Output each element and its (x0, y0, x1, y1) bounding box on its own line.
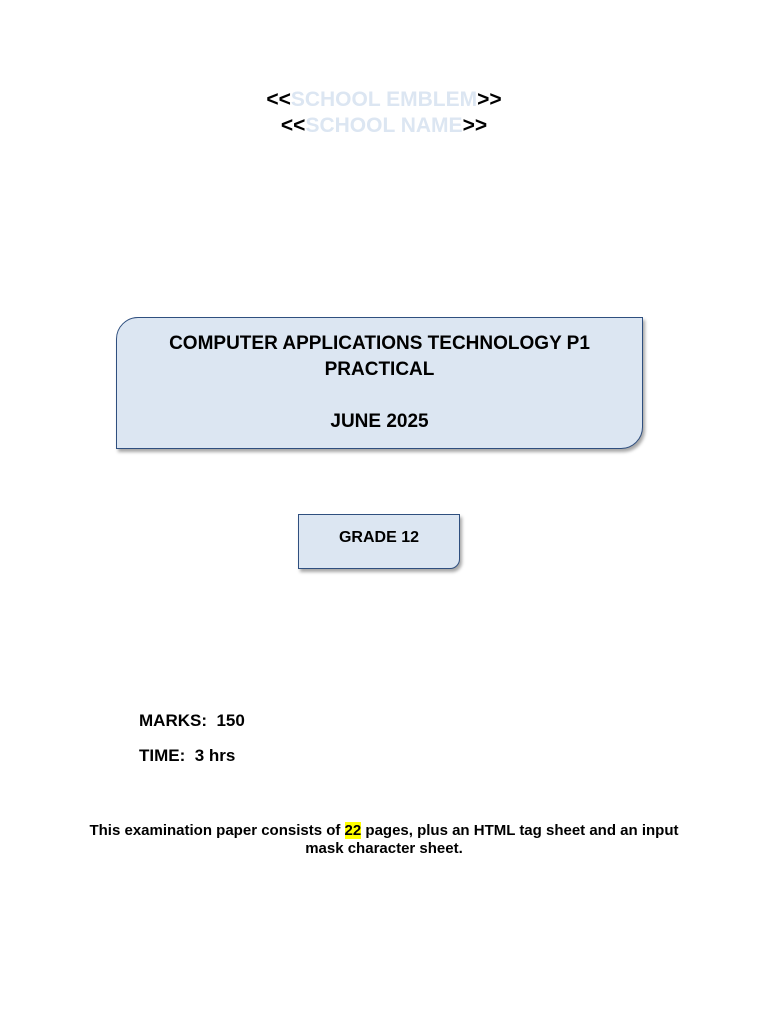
exam-date: JUNE 2025 (330, 411, 429, 432)
time-label: TIME: (139, 746, 186, 765)
time-value: 3 hrs (194, 746, 236, 765)
emblem-close-brackets: >> (477, 88, 502, 111)
name-close-brackets: >> (462, 114, 488, 137)
name-open-brackets: << (280, 114, 306, 137)
marks-value: 150 (216, 711, 245, 730)
marks-label: MARKS: (139, 711, 207, 730)
note-text-before: This examination paper consists of (89, 822, 345, 839)
emblem-open-brackets: << (266, 88, 291, 111)
name-placeholder-text: SCHOOL NAME (305, 114, 463, 137)
paper-type: PRACTICAL (324, 359, 435, 380)
emblem-placeholder-text: SCHOOL EMBLEM (290, 88, 478, 111)
note-text-after: pages, plus an HTML tag sheet and an input mask character sheet. (305, 822, 679, 857)
page-count-note (84, 822, 684, 858)
grade-label: GRADE 12 (338, 529, 420, 546)
page-count-highlight: 22 (344, 822, 362, 839)
grade-box (298, 514, 460, 569)
school-name-placeholder (0, 113, 768, 139)
subject-title: COMPUTER APPLICATIONS TECHNOLOGY P1 (169, 333, 590, 354)
marks-line (139, 710, 245, 732)
school-emblem-placeholder (0, 87, 768, 113)
exam-title-box (116, 317, 643, 449)
time-line (139, 745, 235, 767)
